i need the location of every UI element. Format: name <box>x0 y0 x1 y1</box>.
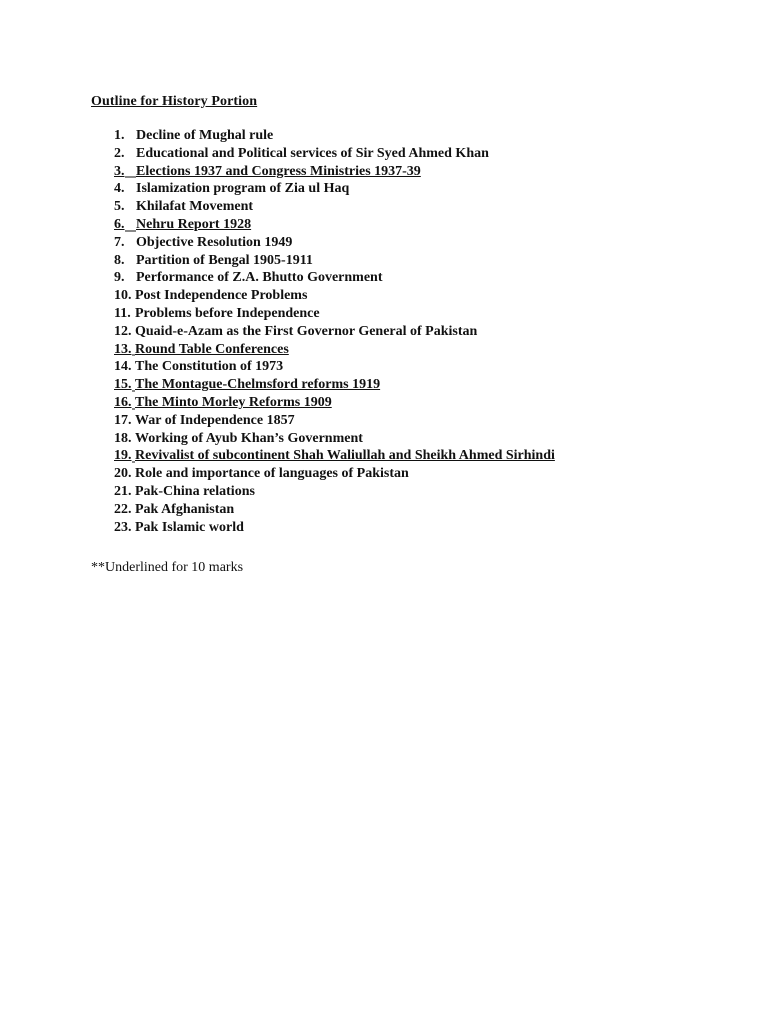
underline-gap <box>132 374 135 392</box>
outline-item-text: Islamization program of Zia ul Haq <box>136 181 350 197</box>
outline-item-number: 14. <box>114 359 132 375</box>
outline-item-text: Khilafat Movement <box>136 199 254 215</box>
outline-item-number: 11. <box>114 305 131 321</box>
underline-gap <box>132 445 135 463</box>
outline-item-text: Decline of Mughal rule <box>136 128 274 143</box>
outline-item-number: 20. <box>114 466 132 482</box>
outline-item-text: Post Independence Problems <box>135 288 308 304</box>
outline-item-number: 8. <box>114 252 125 268</box>
outline-item-text: Round Table Conferences <box>135 341 289 357</box>
outline-item-text: Problems before Independence <box>135 305 320 321</box>
outline-item-number: 7. <box>114 234 125 250</box>
footnote: **Underlined for 10 marks <box>91 560 244 575</box>
outline-item-number: 3. <box>114 163 125 179</box>
outline-item-text: Role and importance of languages of Pakistan <box>135 466 409 482</box>
outline-item-number: 12. <box>114 323 132 339</box>
document-title: Outline for History Portion <box>91 94 258 109</box>
outline-item-text: Nehru Report 1928 <box>136 216 252 232</box>
outline-item-number: 5. <box>114 199 125 215</box>
outline-item-number: 18. <box>114 430 132 446</box>
outline-item-text: Revivalist of subcontinent Shah Waliullah and Sheikh Ahmed Sirhindi <box>135 448 555 464</box>
outline-item-text: The Constitution of 1973 <box>135 359 284 375</box>
outline-item-number: 4. <box>114 181 125 197</box>
outline-item-number: 10. <box>114 288 132 304</box>
outline-item-number: 22. <box>114 501 132 517</box>
outline-item-number: 21. <box>114 483 132 499</box>
outline-item-number: 16. <box>114 394 132 410</box>
underline-gap <box>125 160 136 178</box>
underline-gap <box>132 391 135 409</box>
outline-item-text: The Minto Morley Reforms 1909 <box>135 394 332 410</box>
outline-item-text: Elections 1937 and Congress Ministries 1937-39 <box>136 163 421 179</box>
underline-gap <box>125 213 136 231</box>
outline-item-text: Objective Resolution 1949 <box>136 234 293 250</box>
outline-item-text: Pak-China relations <box>135 483 255 499</box>
outline-item-number: 6. <box>114 216 125 232</box>
underline-gap <box>132 338 135 356</box>
outline-item-text: Partition of Bengal 1905-1911 <box>136 252 313 268</box>
outline-item-number: 2. <box>114 145 125 161</box>
outline-item-text: Pak Afghanistan <box>135 501 235 517</box>
outline-item-number: 9. <box>114 270 125 286</box>
outline-item-text: Performance of Z.A. Bhutto Government <box>136 270 383 286</box>
outline-item-text: Educational and Political services of Sir Syed Ahmed Khan <box>136 145 489 161</box>
outline-item-number: 19. <box>114 448 132 464</box>
outline-item-text: Pak Islamic world <box>135 519 244 535</box>
outline-item-number: 15. <box>114 377 132 393</box>
outline-item-text: Working of Ayub Khan’s Government <box>135 430 363 446</box>
outline-item-text: Quaid-e-Azam as the First Governor General of Pakistan <box>135 323 478 339</box>
outline-item-number: 1. <box>114 128 125 143</box>
outline-item-number: 17. <box>114 412 132 428</box>
outline-item-text: The Montague-Chelmsford reforms 1919 <box>135 377 381 393</box>
outline-item-number: 13. <box>114 341 132 357</box>
outline-item-text: War of Independence 1857 <box>135 412 295 428</box>
outline-item-number: 23. <box>114 519 132 535</box>
